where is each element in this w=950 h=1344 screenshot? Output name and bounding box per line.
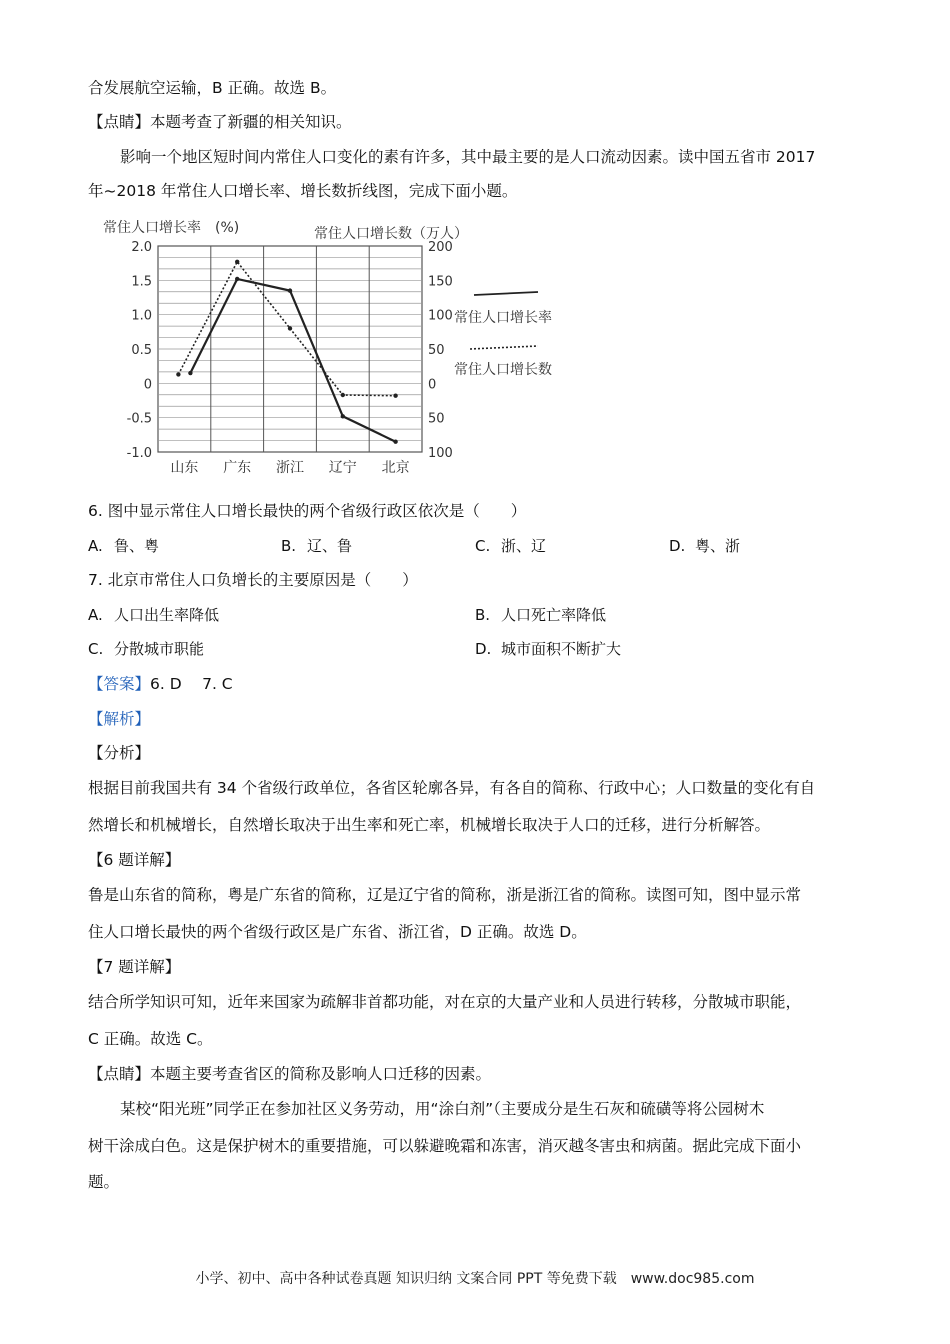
left-axis-title: 常住人口增长率 (%) — [103, 220, 240, 236]
chart-legend — [454, 292, 552, 378]
legend-dotted-swatch — [470, 346, 538, 349]
data-point — [235, 277, 239, 281]
left-tick-label: -0.5 — [126, 411, 152, 427]
data-point — [393, 440, 397, 444]
q6-option-c: C. 浙、辽 — [475, 537, 547, 555]
category-label: 广东 — [223, 460, 252, 476]
left-tick-label: 0 — [143, 377, 152, 393]
category-label: 辽宁 — [328, 460, 357, 476]
q6-stem: 6. 图中显示常住人口增长最快的两个省级行政区依次是（ ） — [88, 502, 527, 520]
data-point — [341, 414, 345, 418]
legend-label-count: 常住人口增长数 — [454, 362, 552, 378]
data-point — [176, 372, 180, 376]
q7-detail-line-1: 结合所学知识可知，近年来国家为疏解非首都功能，对在京的大量产业和人员进行转移，分散城市职能， — [88, 993, 802, 1011]
q6-detail-line-1: 鲁是山东省的简称，粤是广东省的简称，辽是辽宁省的简称，浙是浙江省的简称。读图可知，图中显示常 — [88, 886, 802, 904]
right-tick-label: 100 — [428, 446, 453, 461]
population-chart — [88, 212, 578, 487]
next-intro-line-1: 某校“阳光班”同学正在参加社区义务劳动，用“涂白剂”（主要成分是生石灰和硫磺等将公园树木 — [120, 1100, 765, 1118]
q6-option-a: A. 鲁、粤 — [88, 537, 160, 555]
q6-option-b: B. 辽、鲁 — [281, 537, 353, 555]
left-tick-label: 1.5 — [131, 274, 152, 290]
q6-option-d: D. 粤、浙 — [669, 537, 741, 555]
data-point — [288, 326, 292, 330]
page-footer: 小学、初中、高中各种试卷真题 知识归纳 文案合同 PPT 等免费下载 www.doc985.com — [195, 1271, 755, 1287]
q7-option-b: B. 人口死亡率降低 — [475, 606, 607, 624]
right-axis-ticks — [428, 240, 453, 461]
right-tick-label: 200 — [428, 240, 453, 255]
dianjing-summary: 【点睛】本题主要考查省区的简称及影响人口迁移的因素。 — [88, 1065, 492, 1083]
data-point — [188, 371, 192, 375]
right-tick-label: 0 — [428, 377, 437, 393]
text-line: 合发展航空运输，B 正确。故选 B。 — [88, 79, 337, 97]
q6-detail-heading: 【6 题详解】 — [88, 851, 181, 869]
next-intro-line-3: 题。 — [88, 1173, 120, 1191]
fenxi-heading: 【分析】 — [88, 744, 151, 762]
answer-line: 【答案】6. D 7. C — [88, 675, 233, 693]
chart-grid — [158, 246, 422, 452]
right-tick-label: 50 — [428, 411, 445, 427]
left-tick-label: 2.0 — [131, 240, 152, 255]
q7-stem: 7. 北京市常住人口负增长的主要原因是（ ） — [88, 571, 418, 589]
q7-option-a: A. 人口出生率降低 — [88, 606, 220, 624]
jiexi-heading: 【解析】 — [88, 710, 151, 728]
category-label: 山东 — [170, 460, 199, 476]
category-label: 北京 — [381, 460, 410, 476]
analysis-line-2: 然增长和机械增长，自然增长取决于出生率和死亡率，机械增长取决于人口的迁移，进行分析解答。 — [88, 816, 771, 834]
q7-detail-line-2: C 正确。故选 C。 — [88, 1030, 213, 1048]
q7-option-d: D. 城市面积不断扩大 — [475, 640, 622, 658]
intro-line-2: 年~2018 年常住人口增长率、增长数折线图，完成下面小题。 — [88, 182, 518, 200]
right-axis-title: 常住人口增长数（万人） — [314, 226, 468, 242]
category-labels — [170, 459, 409, 476]
analysis-line-1: 根据目前我国共有 34 个省级行政单位，各省区轮廓各异，有各自的简称、行政中心；人口数量的变化有自 — [88, 779, 816, 797]
right-tick-label: 150 — [428, 274, 453, 290]
data-point — [235, 260, 239, 264]
intro-line-1: 影响一个地区短时间内常住人口变化的素有许多，其中最主要的是人口流动因素。读中国五省市 2017 — [120, 148, 816, 166]
left-tick-label: 0.5 — [131, 343, 152, 358]
legend-label-rate: 常住人口增长率 — [454, 310, 552, 326]
data-point — [393, 393, 397, 397]
category-label: 浙江 — [276, 460, 304, 476]
next-intro-line-2: 树干涂成白色。这是保护树木的重要措施，可以躲避晚霜和冻害，消灭越冬害虫和病菌。据此完成下面小 — [88, 1137, 802, 1155]
right-tick-label: 50 — [428, 343, 445, 358]
dianjing-note: 【点睛】本题考查了新疆的相关知识。 — [88, 113, 352, 131]
q7-option-c: C. 分散城市职能 — [88, 640, 205, 658]
right-tick-label: 100 — [428, 308, 453, 324]
data-point — [341, 393, 345, 397]
chart-series — [176, 260, 398, 444]
left-axis-ticks — [127, 240, 152, 461]
left-tick-label: -1.0 — [126, 446, 152, 461]
data-point — [288, 288, 292, 292]
left-tick-label: 1.0 — [131, 308, 152, 324]
q6-detail-line-2: 住人口增长最快的两个省级行政区是广东省、浙江省，D 正确。故选 D。 — [88, 923, 587, 941]
legend-solid-swatch — [474, 292, 538, 295]
q7-detail-heading: 【7 题详解】 — [88, 958, 181, 976]
